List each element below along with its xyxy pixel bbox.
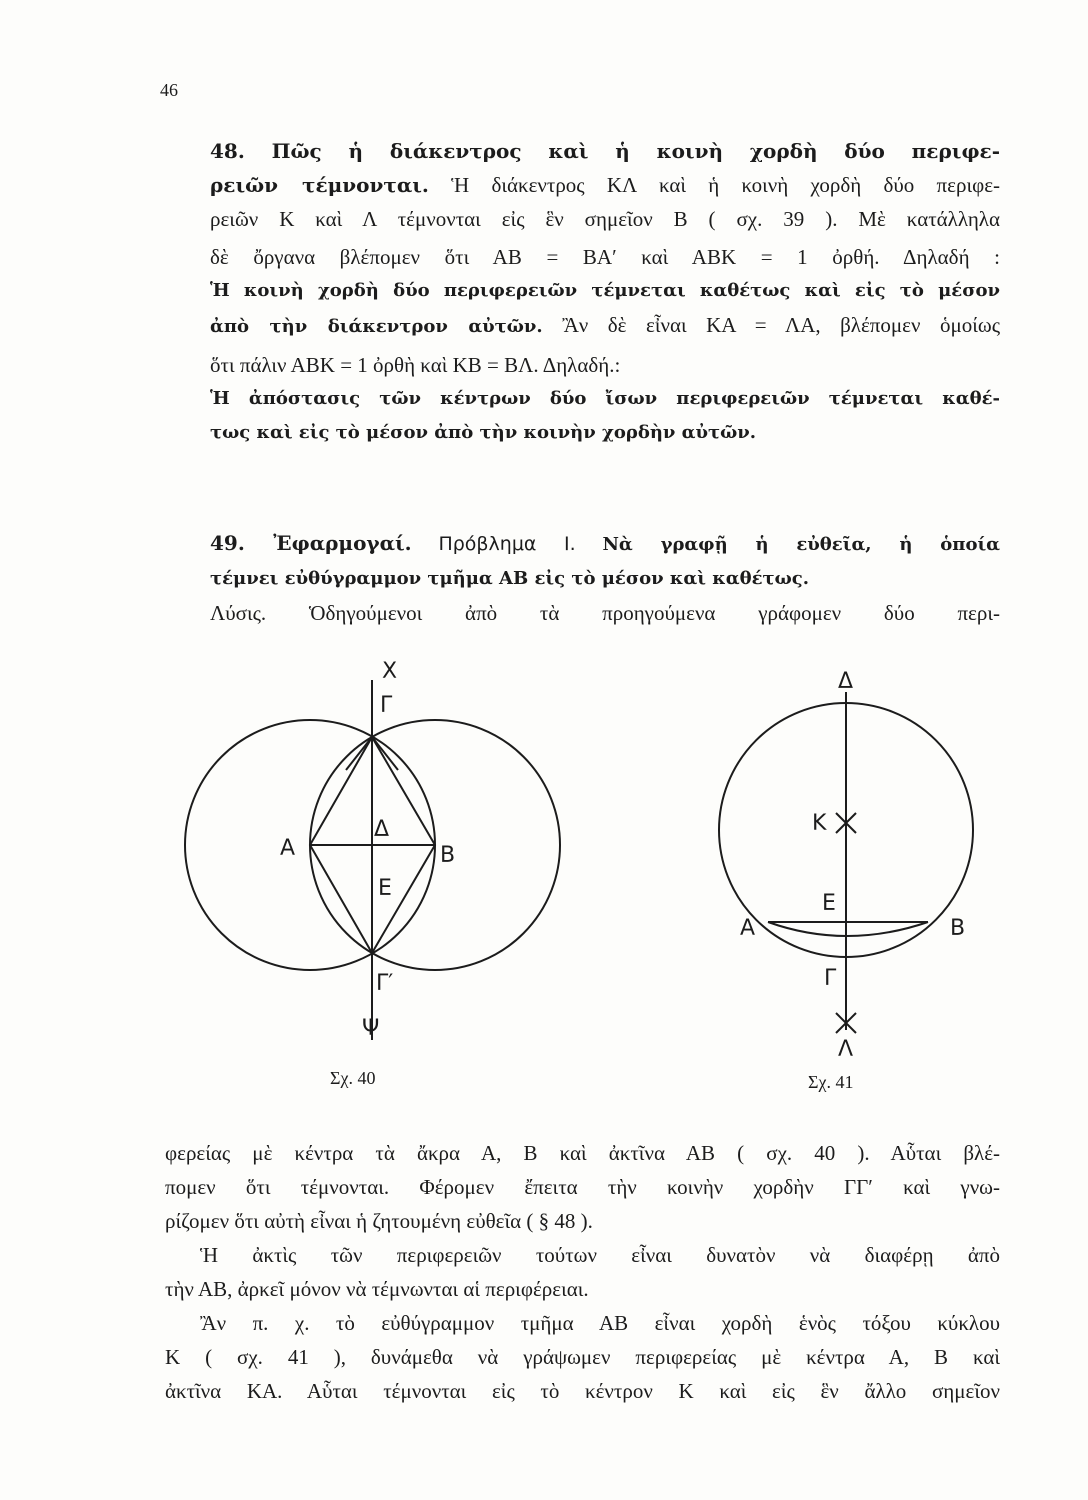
- section-48-line-4: δὲ ὄργανα βλέπομεν ὅτι ΑΒ = ΒΑ′ καὶ ΑΒΚ = 1 ὀρθή. Δηλαδή :: [210, 245, 1000, 269]
- figure-41: [719, 692, 973, 1033]
- fig40-tick-1: [346, 737, 372, 770]
- fig40-label-epsilon: Ε: [378, 876, 392, 901]
- fig40-caption: Σχ. 40: [330, 1068, 376, 1088]
- section-49-title: 49. Ἐφαρμογαί.: [210, 531, 412, 555]
- section-48-rule-2-line-1: Ἡ ἀπόστασις τῶν κέντρων δύο ἴσων περιφερειῶν τέμνεται καθέ-: [210, 388, 1000, 409]
- fig41-k-cross-2: [836, 813, 856, 833]
- fig40-label-x: Χ: [382, 659, 398, 684]
- section-48-line-2: [210, 168, 1000, 202]
- continuation-line-2: πομεν ὅτι τέμνονται. Φέρομεν ἔπειτα τὴν κοινὴν χορδὴν ΓΓ′ καὶ γνω-: [165, 1175, 1000, 1199]
- fig40-label-psi: Ψ: [362, 1016, 380, 1041]
- section-48-line-2-text: Ἡ διάκεντρος ΚΛ καὶ ἡ κοινὴ χορδὴ δύο περιφε-: [451, 173, 1001, 197]
- fig40-circle-a: [185, 720, 435, 970]
- section-48-line-3: ρειῶν Κ καὶ Λ τέμνονται εἰς ἓν σημεῖον Β ( σχ. 39 ). Μὲ κατάλληλα: [210, 207, 1000, 231]
- section-49-problem-line-2: τέμνει εὐθύγραμμον τμῆμα ΑΒ εἰς τὸ μέσον καὶ καθέτως.: [210, 568, 809, 589]
- section-49-solution-line: Λύσις. Ὁδηγούμενοι ἀπὸ τὰ προηγούμενα γράφομεν δύο περι-: [210, 601, 1000, 625]
- continuation-line-3: ρίζομεν ὅτι αὐτὴ εἶναι ἡ ζητουμένη εὐθεῖα ( § 48 ).: [165, 1209, 593, 1233]
- fig41-label-delta: Δ: [838, 669, 854, 694]
- fig41-caption: Σχ. 41: [808, 1072, 854, 1092]
- section-48-rule-2-line-2: τως καὶ εἰς τὸ μέσον ἀπὸ τὴν κοινὴν χορδὴν αὐτῶν.: [210, 422, 757, 443]
- fig40-tick-2: [372, 737, 398, 770]
- section-48-rule-1-end: ἀπὸ τὴν διάκεντρον αὐτῶν.: [210, 316, 543, 337]
- section-48-line-6: [210, 308, 1000, 344]
- section-49-line-1: [210, 526, 1000, 562]
- continuation-text: [165, 1136, 1000, 1408]
- section-48-rule-1-line-1: Ἡ κοινὴ χορδὴ δύο περιφερειῶν τέμνεται καθέτως καὶ εἰς τὸ μέσον: [210, 280, 1000, 301]
- figure-41-labels: [740, 669, 965, 1092]
- section-48-line-7: ὅτι πάλιν ΑΒΚ = 1 ὀρθὴ καὶ ΚΒ = ΒΛ. Δηλαδή.:: [210, 353, 621, 377]
- fig40-circle-b: [310, 720, 560, 970]
- fig41-label-a: Α: [740, 916, 756, 941]
- fig41-l-cross-2: [836, 1013, 856, 1033]
- fig41-label-k: Κ: [812, 811, 827, 836]
- fig41-label-lambda: Λ: [838, 1037, 854, 1062]
- fig40-label-delta: Δ: [374, 817, 390, 842]
- fig41-label-epsilon: Ε: [822, 891, 836, 916]
- fig41-l-cross-1: [836, 1013, 856, 1033]
- fig40-label-gamma-prime: Γ′: [376, 971, 394, 996]
- fig41-arc: [768, 922, 928, 936]
- fig40-label-b: Β: [440, 843, 456, 868]
- fig40-rhombus: [310, 737, 435, 953]
- continuation-line-1: φερείας μὲ κέντρα τὰ ἄκρα Α, Β καὶ ἀκτῖνα ΑΒ ( σχ. 40 ). Αὗται βλέ-: [165, 1141, 1000, 1165]
- fig41-label-gamma: Γ: [824, 966, 837, 991]
- section-49-problem-label: Πρόβλημα Ι.: [438, 533, 576, 555]
- section-48-line-6-text: Ἂν δὲ εἶναι ΚΑ = ΛΑ, βλέπομεν ὁμοίως: [562, 313, 1001, 337]
- page-number: 46: [160, 80, 178, 100]
- section-48: [210, 134, 1000, 450]
- continuation-line-5: τὴν ΑΒ, ἀρκεῖ μόνον νὰ τέμνωνται αἱ περιφέρειαι.: [165, 1277, 589, 1301]
- fig40-label-gamma: Γ: [380, 693, 393, 718]
- figure-40-labels: [280, 659, 455, 1088]
- fig41-label-b: Β: [950, 916, 966, 941]
- fig41-k-cross-1: [836, 813, 856, 833]
- fig41-circle: [719, 703, 973, 957]
- continuation-line-6: Ἂν π. χ. τὸ εὐθύγραμμον τμῆμα ΑΒ εἶναι χορδὴ ἑνὸς τόξου κύκλου: [200, 1311, 1000, 1335]
- continuation-line-4: Ἡ ἀκτὶς τῶν περιφερειῶν τούτων εἶναι δυνατὸν νὰ διαφέρῃ ἀπὸ: [200, 1243, 1000, 1267]
- section-48-title-line: 48. Πῶς ἡ διάκεντρος καὶ ἡ κοινὴ χορδὴ δύο περιφε-: [210, 139, 1000, 163]
- figure-40: [185, 680, 560, 1040]
- section-49: [210, 526, 1000, 630]
- section-49-problem-text: Νὰ γραφῇ ἡ εὐθεῖα, ἡ ὁποία: [602, 534, 1001, 555]
- section-48-title-end: ρειῶν τέμνονται.: [210, 173, 429, 197]
- continuation-line-8: ἀκτῖνα ΚΑ. Αὗται τέμνονται εἰς τὸ κέντρον Κ καὶ εἰς ἓν ἄλλο σημεῖον: [165, 1379, 1000, 1403]
- continuation-line-7: Κ ( σχ. 41 ), δυνάμεθα νὰ γράψωμεν περιφερείας μὲ κέντρα Α, Β καὶ: [165, 1345, 1000, 1369]
- fig40-label-a: Α: [280, 836, 296, 861]
